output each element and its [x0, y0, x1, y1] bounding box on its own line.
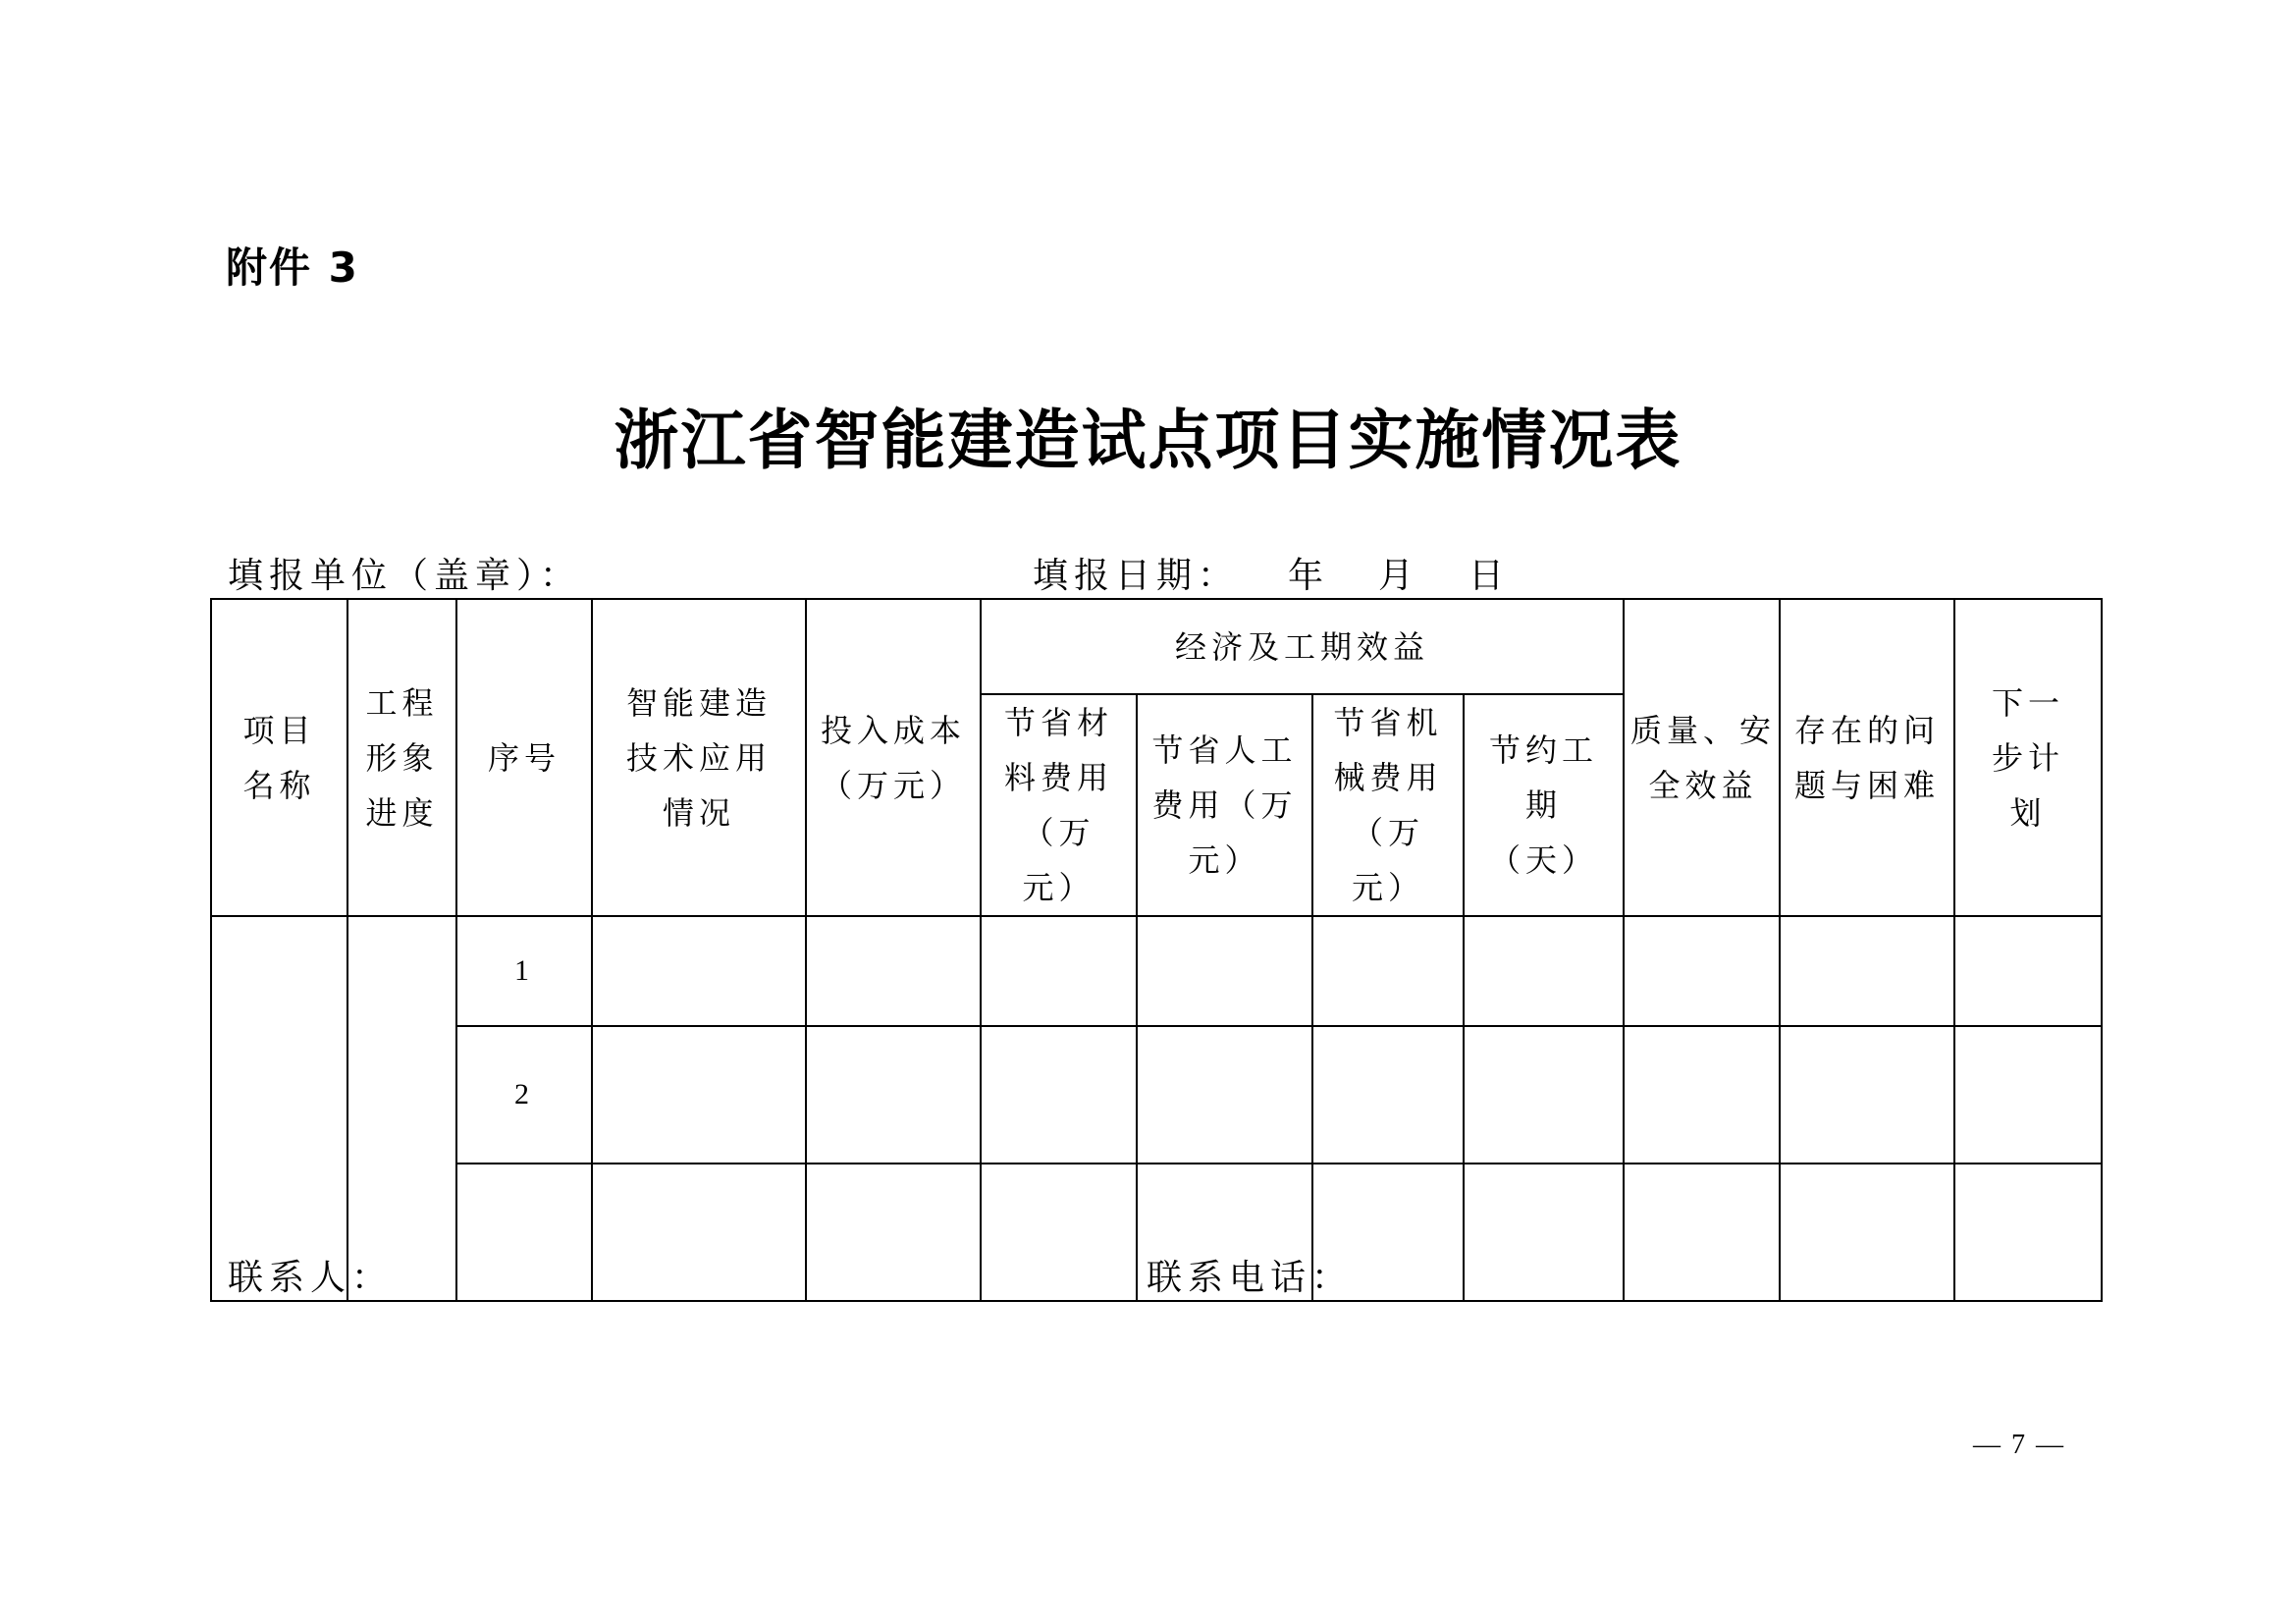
fill-date-month: 月: [1378, 556, 1420, 596]
header-problems: 存在的问题与困难: [1780, 599, 1954, 916]
cell-material-saving[interactable]: [981, 1164, 1137, 1301]
cell-problems[interactable]: [1780, 1026, 1954, 1164]
cell-progress[interactable]: [347, 916, 456, 1301]
cell-seq: 2: [456, 1026, 592, 1164]
project-table: [210, 598, 2103, 1302]
cell-quality-safety[interactable]: [1624, 1026, 1780, 1164]
cell-tech-application[interactable]: [592, 1026, 806, 1164]
cell-investment[interactable]: [806, 916, 981, 1026]
phone-label: 联系电话：: [1147, 1258, 1354, 1298]
cell-seq: 1: [456, 916, 592, 1026]
header-machinery-saving: 节省机械费用（万元）: [1312, 694, 1464, 916]
fill-date-label: 填报日期：: [1033, 556, 1240, 596]
header-economic-group: 经济及工期效益: [981, 599, 1624, 694]
cell-next-plan[interactable]: [1954, 916, 2102, 1026]
cell-next-plan[interactable]: [1954, 1164, 2102, 1301]
cell-tech-application[interactable]: [592, 1164, 806, 1301]
cell-labor-saving[interactable]: [1137, 1026, 1312, 1164]
cell-material-saving[interactable]: [981, 916, 1137, 1026]
header-project-name: 项目名称: [211, 599, 347, 916]
cell-investment[interactable]: [806, 1026, 981, 1164]
cell-quality-safety[interactable]: [1624, 916, 1780, 1026]
cell-seq: [456, 1164, 592, 1301]
page-number: — 7 —: [1973, 1430, 2065, 1460]
header-quality-safety: 质量、安全效益: [1624, 599, 1780, 916]
header-tech-application: 智能建造技术应用情况: [592, 599, 806, 916]
attachment-label: 附件 3: [226, 244, 359, 292]
header-material-saving: 节省材料费用（万元）: [981, 694, 1137, 916]
cell-quality-safety[interactable]: [1624, 1164, 1780, 1301]
cell-schedule-saving[interactable]: [1464, 916, 1624, 1026]
cell-machinery-saving[interactable]: [1312, 1026, 1464, 1164]
header-seq: 序号: [456, 599, 592, 916]
fill-date-day: 日: [1468, 556, 1511, 596]
cell-material-saving[interactable]: [981, 1026, 1137, 1164]
fill-unit-label: 填报单位（盖章）：: [228, 556, 582, 596]
table-row: [211, 1026, 2102, 1164]
cell-problems[interactable]: [1780, 916, 1954, 1026]
header-labor-saving: 节省人工费用（万元）: [1137, 694, 1312, 916]
header-next-plan: 下一步计划: [1954, 599, 2102, 916]
table-row: [211, 916, 2102, 1026]
page-title: 浙江省智能建造试点项目实施情况表: [614, 403, 1682, 478]
cell-tech-application[interactable]: [592, 916, 806, 1026]
header-investment: 投入成本（万元）: [806, 599, 981, 916]
contact-label: 联系人：: [228, 1258, 394, 1298]
fill-date: [1033, 548, 1510, 598]
cell-problems[interactable]: [1780, 1164, 1954, 1301]
fill-date-year: 年: [1288, 556, 1330, 596]
cell-next-plan[interactable]: [1954, 1026, 2102, 1164]
cell-schedule-saving[interactable]: [1464, 1026, 1624, 1164]
cell-schedule-saving[interactable]: [1464, 1164, 1624, 1301]
header-schedule-saving: 节约工期（天）: [1464, 694, 1624, 916]
cell-project-name[interactable]: [211, 916, 347, 1301]
header-progress: 工程形象进度: [347, 599, 456, 916]
cell-labor-saving[interactable]: [1137, 916, 1312, 1026]
cell-investment[interactable]: [806, 1164, 981, 1301]
cell-machinery-saving[interactable]: [1312, 916, 1464, 1026]
